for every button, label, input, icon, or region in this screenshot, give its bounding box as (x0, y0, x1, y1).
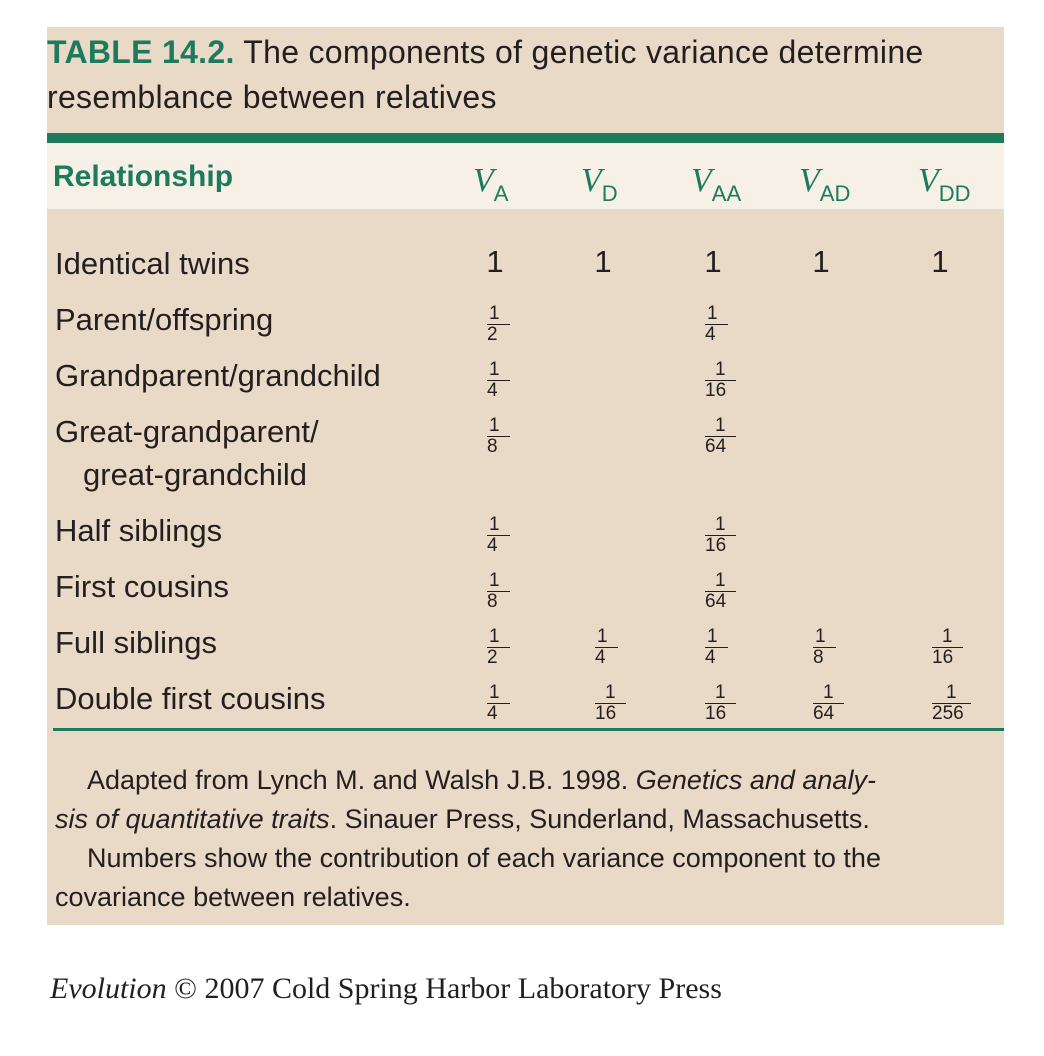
cell-value: $\frac{1}{4}$ (705, 304, 728, 345)
cell-value: 1 (812, 244, 830, 279)
source-note (55, 761, 1000, 839)
table-title: The components of genetic variance determine resemblance between relatives (47, 34, 924, 115)
cell-value: $\frac{1}{4}$ (595, 627, 618, 668)
source-title-part1: Genetics and analy- (635, 765, 876, 795)
row-label: Half siblings (55, 513, 223, 548)
row-label: Identical twins (55, 246, 250, 281)
cell-value: $\frac{1}{8}$ (487, 571, 510, 612)
header-vaa: $V_{AA}$ (691, 162, 742, 206)
row-label-continued: great-grandchild (83, 457, 308, 492)
source-title-part2: sis of quantitative traits (55, 804, 330, 834)
row-label: Double first cousins (55, 681, 326, 716)
cell-value: $\frac{1}{2}$ (487, 627, 510, 668)
table-caption (47, 30, 1004, 120)
cell-value: 1 (594, 244, 612, 279)
cell-value: 1 (704, 244, 722, 279)
cell-value: $\frac{1}{64}$ (813, 683, 844, 724)
row-label: Great-grandparent/ (55, 414, 319, 449)
cell-value: $\frac{1}{8}$ (813, 627, 836, 668)
row-label: First cousins (55, 569, 229, 604)
cell-value: 1 (931, 244, 949, 279)
copyright-footer (50, 972, 722, 1006)
top-rule (47, 133, 1004, 143)
cell-value: $\frac{1}{256}$ (932, 683, 971, 724)
book-title: Evolution (50, 972, 167, 1005)
cell-value: $\frac{1}{4}$ (487, 360, 510, 401)
cell-value: $\frac{1}{16}$ (595, 683, 626, 724)
header-relationship: Relationship (53, 160, 234, 193)
cell-value: $\frac{1}{4}$ (705, 627, 728, 668)
header-vd: $V_D$ (581, 162, 618, 206)
cell-value: $\frac{1}{64}$ (705, 416, 736, 457)
table-label: TABLE 14.2. (47, 34, 235, 70)
copyright-text: © 2007 Cold Spring Harbor Laboratory Press (174, 972, 722, 1005)
header-vad: $V_{AD}$ (799, 162, 851, 206)
explanation-note (55, 839, 1000, 917)
explanation-line1: Numbers show the contribution of each variance component to the (87, 843, 881, 873)
cell-value: $\frac{1}{16}$ (705, 360, 736, 401)
source-publisher: . Sinauer Press, Sunderland, Massachusetts. (329, 804, 870, 834)
header-va: $V_A$ (473, 162, 509, 206)
cell-value: $\frac{1}{8}$ (487, 416, 510, 457)
bottom-rule (53, 728, 1004, 731)
row-label: Grandparent/grandchild (55, 358, 381, 393)
source-note-text: Adapted from Lynch M. and Walsh J.B. 1998. (87, 765, 629, 795)
row-label: Parent/offspring (55, 302, 274, 337)
cell-value: $\frac{1}{16}$ (932, 627, 963, 668)
cell-value: $\frac{1}{4}$ (487, 683, 510, 724)
explanation-line2: covariance between relatives. (55, 882, 411, 912)
cell-value: $\frac{1}{4}$ (487, 515, 510, 556)
cell-value: 1 (486, 244, 504, 279)
cell-value: $\frac{1}{2}$ (487, 304, 510, 345)
cell-value: $\frac{1}{16}$ (705, 683, 736, 724)
cell-value: $\frac{1}{64}$ (705, 571, 736, 612)
row-label: Full siblings (55, 625, 217, 660)
header-vdd: $V_{DD}$ (918, 162, 971, 206)
cell-value: $\frac{1}{16}$ (705, 515, 736, 556)
